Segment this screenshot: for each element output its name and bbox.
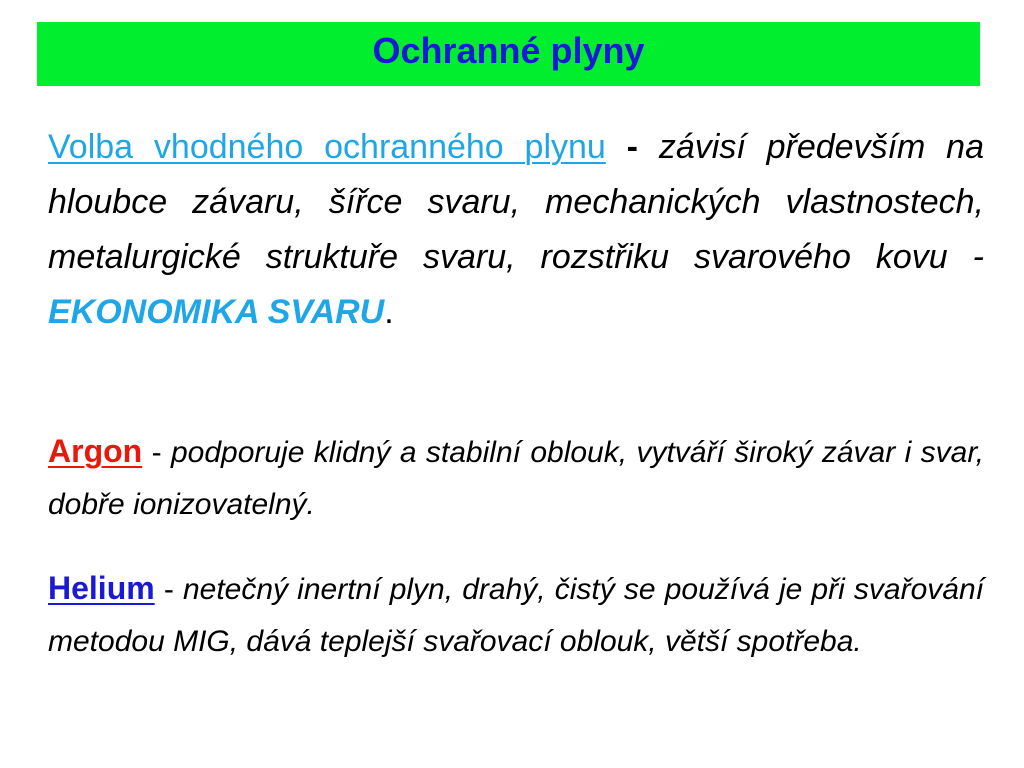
term-gas-selection: Volba vhodného ochranného plynu [48, 128, 606, 166]
trailing-period: . [384, 293, 394, 331]
description-argon: podporuje klidný a stabilní oblouk, vytváří široký závar i svar, dobře ionizovatelný. [48, 436, 984, 521]
emphasis-economy: EKONOMIKA SVARU [48, 293, 385, 331]
slide-title-bar [37, 22, 980, 86]
separator-dash: - [142, 436, 171, 469]
separator-dash: - [154, 573, 183, 606]
paragraph-argon [48, 425, 984, 531]
description-gas-selection: závisí především na hloubce závaru, šířce svaru, mechanických vlastnostech, metalurgické struktuře svaru, rozstřiku svarového kovu - [48, 128, 984, 276]
paragraph-helium [48, 562, 984, 668]
separator-dash: - [605, 128, 659, 166]
description-helium: netečný inertní plyn, drahý, čistý se používá je při svařování metodou MIG, dává teplejší svařovací oblouk, větší spotřeba. [48, 573, 984, 658]
term-helium: Helium [48, 570, 155, 606]
slide-title: Ochranné plyny [372, 30, 645, 71]
term-argon: Argon [48, 433, 143, 469]
paragraph-gas-selection [48, 120, 984, 340]
